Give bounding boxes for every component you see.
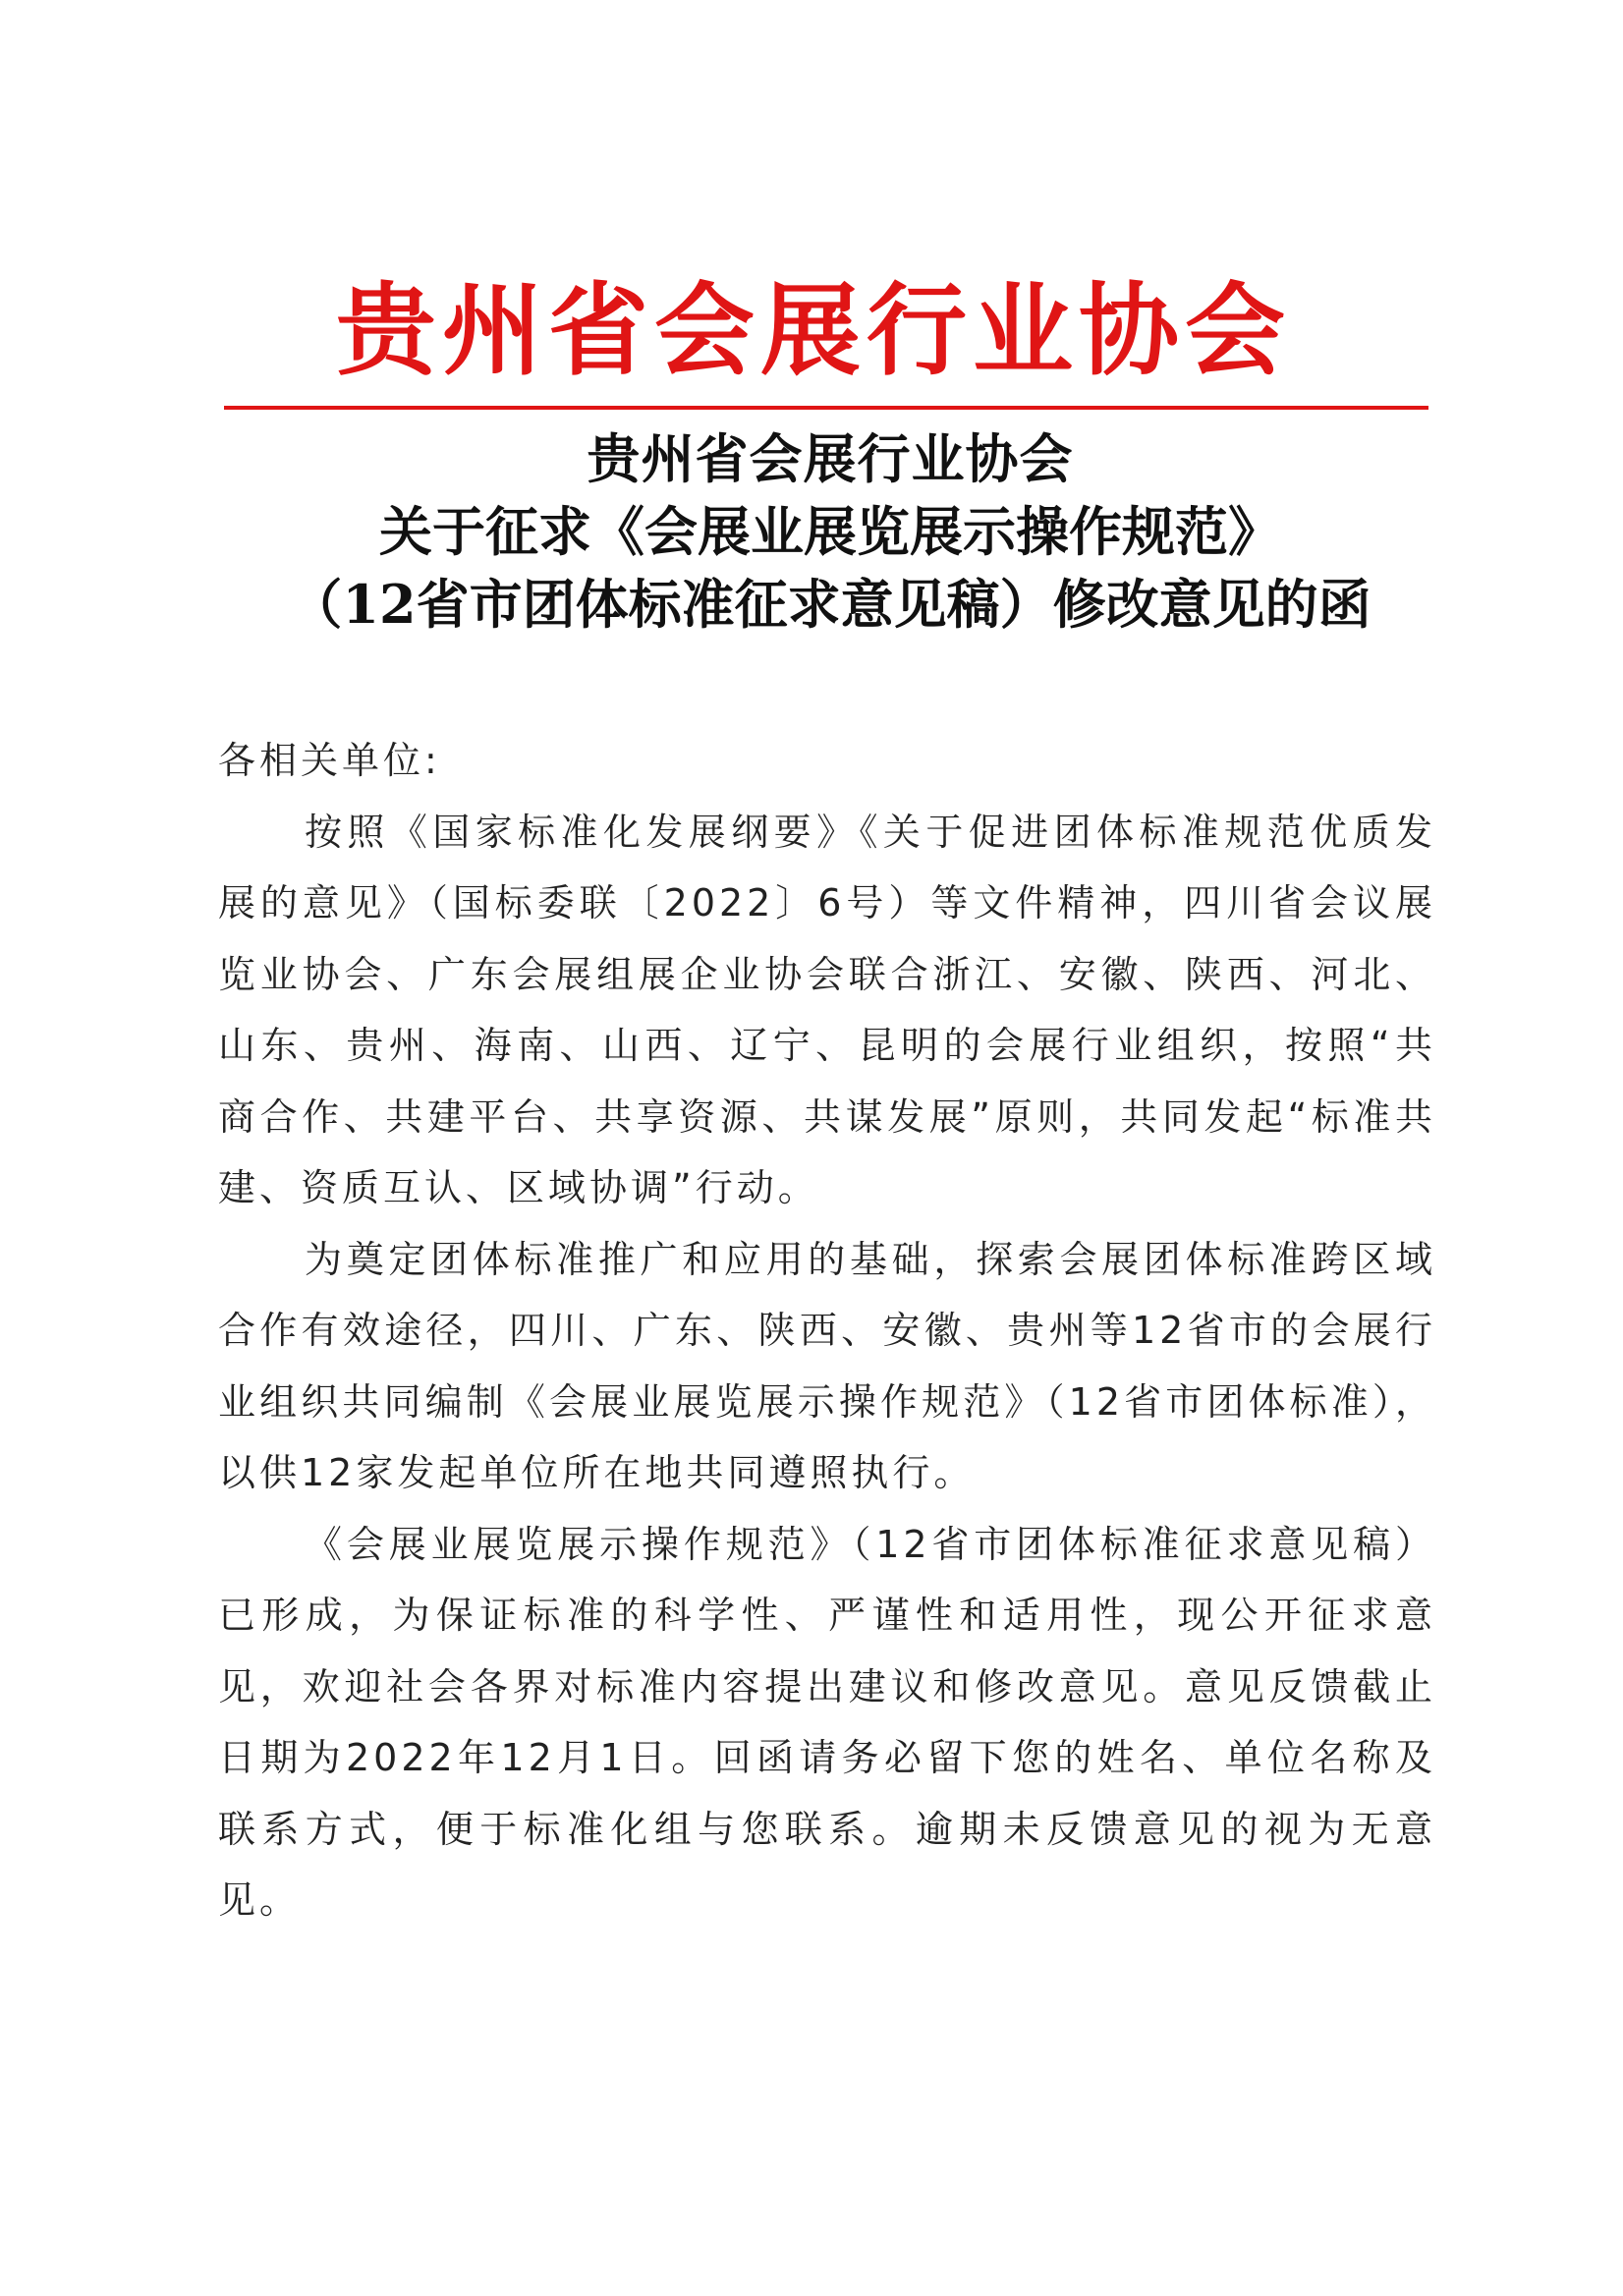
paragraph-3: 《会展业展览展示操作规范》（12省市团体标准征求意见稿）已形成，为保证标准的科学性、严谨性和适用性，现公开征求意见，欢迎社会各界对标准内容提出建议和修改意见。意见反馈截止日期为2022年12月1日。回函请务必留下您的姓名、单位名称及联系方式，便于标准化组与您联系。逾期未反馈意见的视为无意见。 — [218, 1522, 1436, 1922]
paragraph-2: 为奠定团体标准推广和应用的基础，探索会展团体标准跨区域合作有效途径，四川、广东、陕西、安徽、贵州等12省市的会展行业组织共同编制《会展业展览展示操作规范》（12省市团体标准），以供12家发起单位所在地共同遵照执行。 — [218, 1237, 1436, 1494]
letterhead-organization-name: 贵州省会展行业协会 — [336, 273, 1291, 390]
document-title — [196, 422, 1464, 641]
letterhead-red-rule — [224, 406, 1428, 410]
letter-body — [218, 725, 1436, 1936]
salutation: 各相关单位: — [218, 739, 441, 782]
title-line-1: 贵州省会展行业协会 — [587, 427, 1074, 490]
title-line-3: （12省市团体标准征求意见稿）修改意见的函 — [289, 573, 1371, 636]
title-line-2: 关于征求《会展业展览展示操作规范》 — [379, 500, 1281, 563]
paragraph-1: 按照《国家标准化发展纲要》《关于促进团体标准规范优质发展的意见》（国标委联〔2022〕6号）等文件精神，四川省会议展览业协会、广东会展组展企业协会联合浙江、安徽、陕西、河北、山东、贵州、海南、山西、辽宁、昆明的会展行业组织，按照“共商合作、共建平台、共享资源、共谋发展”原则，共同发起“标准共建、资质互认、区域协调”行动。 — [218, 810, 1436, 1209]
